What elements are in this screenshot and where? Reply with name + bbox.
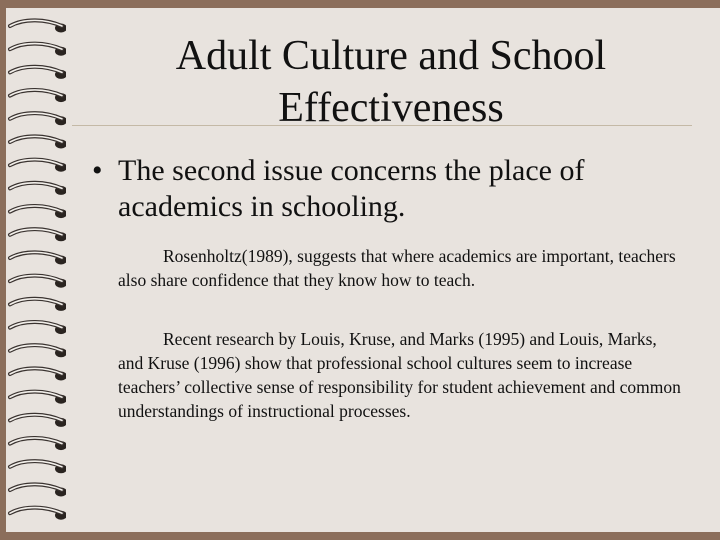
spiral-ring bbox=[10, 345, 66, 357]
spiral-ring bbox=[10, 136, 66, 148]
spiral-ring bbox=[10, 299, 66, 311]
title-line-2: Effectiveness bbox=[278, 85, 504, 131]
spiral-ring bbox=[10, 368, 66, 380]
spiral-ring bbox=[10, 229, 66, 241]
spiral-ring bbox=[10, 438, 66, 450]
bullet-item bbox=[86, 153, 686, 225]
sub-paragraph-rosenholtz: Rosenholtz(1989), suggests that where academics are important, teachers also share confidence that they know how to teach. bbox=[118, 246, 676, 290]
notebook-page bbox=[6, 8, 720, 532]
sub-paragraph-recent-research: Recent research by Louis, Kruse, and Marks (1995) and Louis, Marks, and Kruse (1996) show that professional school cultures seem to increase teachers’ collective sense of responsibility for student achievement and common understandings of instructional processes. bbox=[118, 329, 681, 421]
spiral-ring bbox=[10, 322, 66, 334]
spiral-ring bbox=[10, 415, 66, 427]
spiral-ring bbox=[10, 44, 66, 56]
spiral-ring bbox=[10, 461, 66, 473]
spiral-ring bbox=[10, 276, 66, 288]
spiral-ring bbox=[10, 90, 66, 102]
title-divider bbox=[72, 125, 692, 126]
spiral-ring bbox=[10, 252, 66, 264]
spiral-ring bbox=[10, 67, 66, 79]
bullet-text: The second issue concerns the place of academics in schooling. bbox=[118, 154, 585, 223]
spiral-ring bbox=[10, 206, 66, 218]
spiral-ring bbox=[10, 484, 66, 496]
spiral-ring bbox=[10, 20, 66, 32]
title-line-1: Adult Culture and School bbox=[175, 33, 607, 79]
spiral-ring bbox=[10, 392, 66, 404]
spiral-ring bbox=[10, 160, 66, 172]
bullet-icon: • bbox=[92, 154, 103, 187]
spiral-ring bbox=[10, 508, 66, 520]
slide-title bbox=[86, 30, 696, 134]
spiral-ring bbox=[10, 183, 66, 195]
spiral-binding bbox=[6, 8, 66, 532]
spiral-ring bbox=[10, 113, 66, 125]
